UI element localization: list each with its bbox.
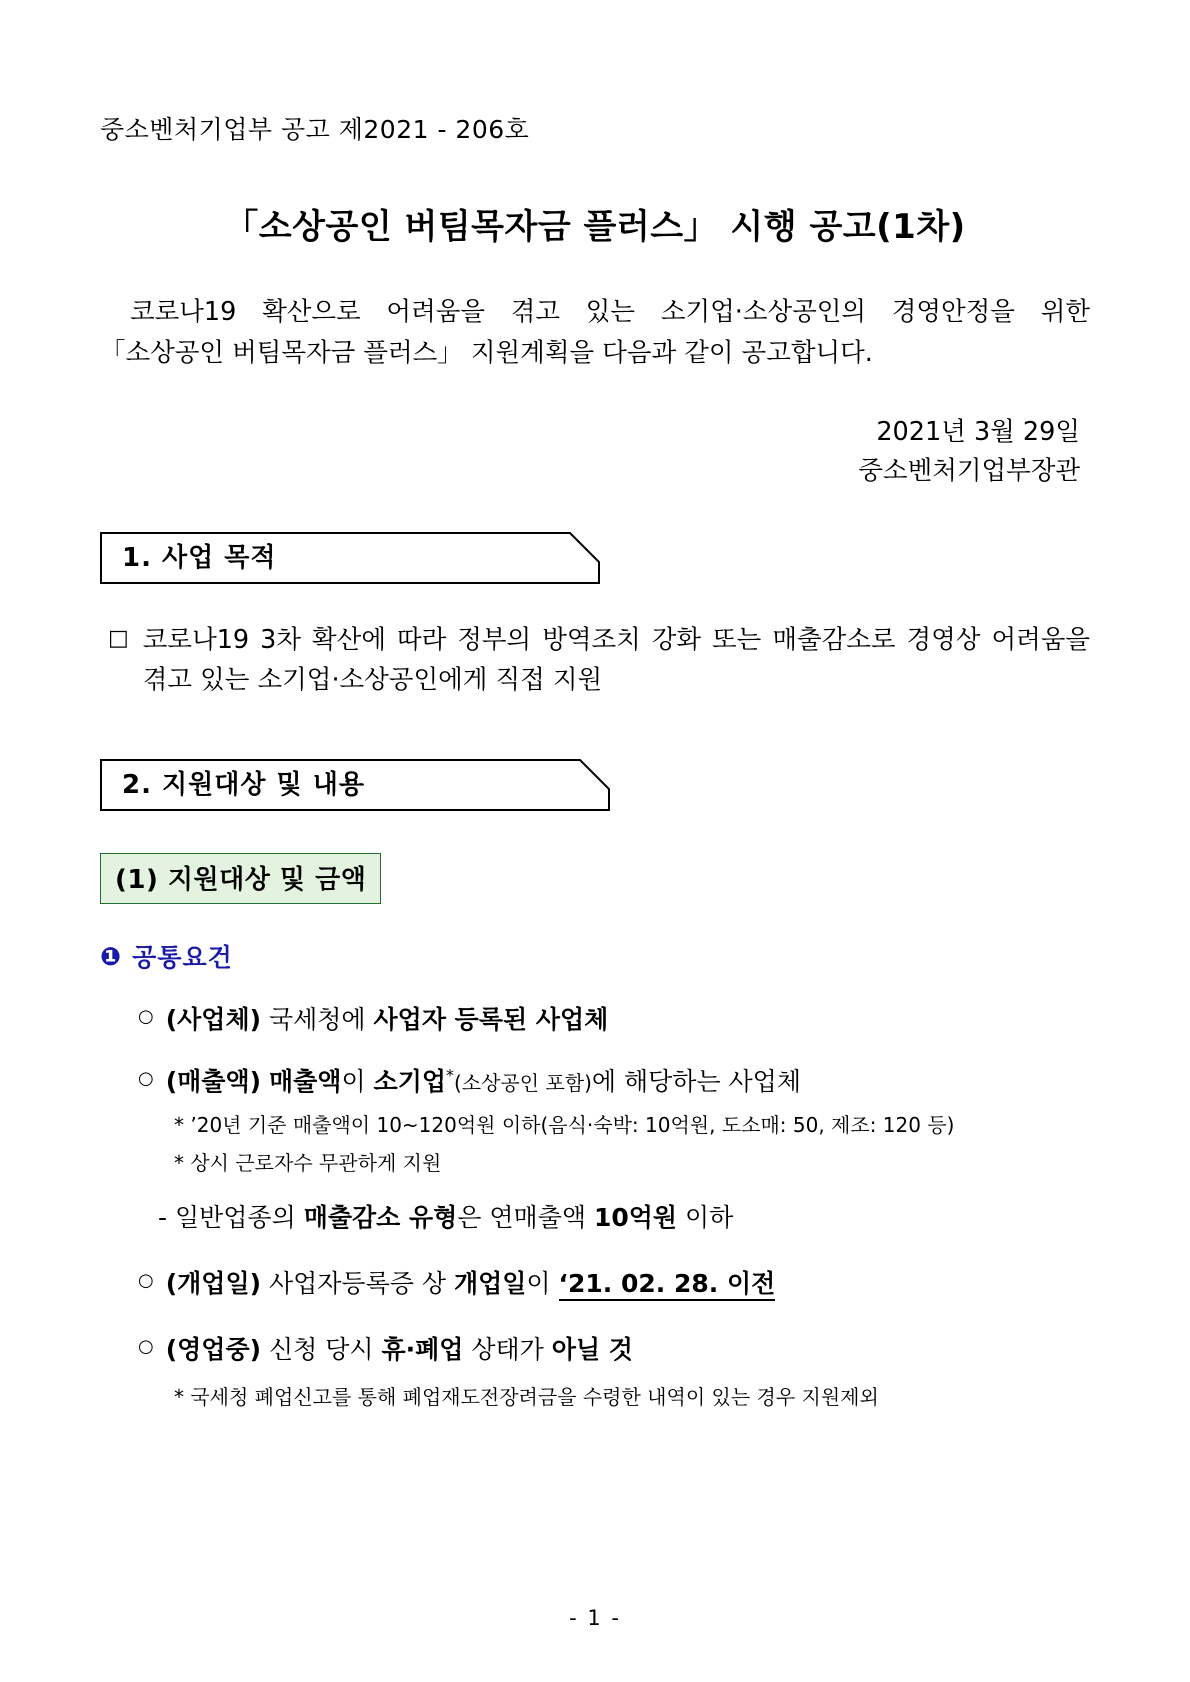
square-bullet-icon: □ <box>108 625 129 651</box>
section-title-2: 2. 지원대상 및 내용 <box>122 770 365 801</box>
section-1-body <box>100 620 1090 702</box>
operating-mid: 신청 당시 <box>261 1335 382 1365</box>
section-banner-2 <box>100 759 610 811</box>
dash-pre-text: 일반업종의 <box>167 1203 304 1233</box>
signature-block <box>100 413 1090 492</box>
page-number: - 1 - <box>569 1606 621 1630</box>
dash-bold-1: 매출감소 유형 <box>303 1203 458 1233</box>
list-item-operating <box>100 1330 1090 1366</box>
number-one-circle-icon: ❶ <box>100 941 123 971</box>
circle-bullet-icon: ○ <box>138 1068 154 1090</box>
section-banner-1 <box>100 532 600 584</box>
page-title: 「소상공인 버팀목자금 플러스」 시행 공고(1차) <box>224 207 966 247</box>
section-title-1: 1. 사업 목적 <box>122 542 277 573</box>
sales-bold-2: 소기업 <box>373 1067 446 1097</box>
business-requirement-text <box>166 1000 1090 1036</box>
operating-text <box>166 1330 1090 1366</box>
section-1-bullet-text: 코로나19 3차 확산에 따라 정부의 방역조치 강화 또는 매출감소로 경영상 어려움을 겪고 있는 소기업·소상공인에게 직접 지원 <box>142 624 1090 696</box>
open-date-text <box>166 1264 1090 1300</box>
sales-bold-1: 매출액 <box>268 1067 342 1097</box>
intro-paragraph <box>100 292 1090 375</box>
sales-mid-1: 이 <box>341 1067 374 1097</box>
open-date-value: ‘21. 02. 28. 이전 <box>559 1269 776 1301</box>
operating-bold-2: 아닐 것 <box>551 1335 633 1365</box>
subsection-heading: (1) 지원대상 및 금액 <box>100 853 381 904</box>
dash-bold-2: 10억원 <box>593 1203 678 1233</box>
dash-mid-text: 은 연매출액 <box>457 1203 594 1233</box>
open-date-label: (개업일) <box>165 1269 262 1299</box>
operating-label: (영업중) <box>165 1335 262 1365</box>
sales-note-1: * ’20년 기준 매출액이 10~120억원 이하(음식·숙박: 10억원, 도소매: 50, 제조: 120 등) <box>174 1113 955 1138</box>
operating-bold-1: 휴·폐업 <box>381 1335 464 1365</box>
sales-small-note: (소상공인 포함) <box>454 1071 592 1096</box>
business-text-plain: 국세청에 <box>261 1005 374 1035</box>
list-item-sales <box>100 1062 1090 1098</box>
sales-label: (매출액) <box>165 1067 262 1097</box>
closing-note: * 국세청 폐업신고를 통해 폐업재도전장려금을 수령한 내역이 있는 경우 지원제외 <box>174 1385 879 1410</box>
open-date-bold: 개업일 <box>453 1269 527 1299</box>
announcement-date: 2021년 3월 29일 <box>876 416 1080 447</box>
dash-bullet-icon: - <box>158 1203 168 1233</box>
doc-number: 중소벤처기업부 공고 제2021 - 206호 <box>100 115 530 144</box>
signer-name: 중소벤처기업부장관 <box>858 456 1080 487</box>
sales-note-2: * 상시 근로자수 무관하게 지원 <box>174 1151 442 1176</box>
intro-text: 코로나19 확산으로 어려움을 겪고 있는 소기업·소상공인의 경영안정을 위한 「소상공인 버팀목자금 플러스」 지원계획을 다음과 같이 공고합니다. <box>100 297 1090 369</box>
dash-post-text: 이하 <box>677 1203 734 1233</box>
sales-footnote-marker: * <box>446 1065 454 1085</box>
sales-mid-2: 에 해당하는 사업체 <box>591 1067 801 1097</box>
sales-requirement-text <box>166 1062 1090 1098</box>
list-item-sales-decrease <box>100 1198 1090 1234</box>
common-requirements-label: 공통요건 <box>132 943 233 973</box>
operating-mid-2: 상태가 <box>463 1335 552 1365</box>
business-text-bold: 사업자 등록된 사업체 <box>373 1005 609 1035</box>
circle-bullet-icon: ○ <box>138 1336 154 1358</box>
common-requirements-heading <box>100 938 1090 974</box>
circle-bullet-icon: ○ <box>138 1006 154 1028</box>
open-date-mid-2: 이 <box>526 1269 559 1299</box>
list-item <box>100 620 1090 702</box>
circle-bullet-icon: ○ <box>138 1270 154 1292</box>
list-item-business <box>100 1000 1090 1036</box>
business-label: (사업체) <box>165 1005 262 1035</box>
list-item-open-date <box>100 1264 1090 1300</box>
open-date-mid: 사업자등록증 상 <box>261 1269 454 1299</box>
